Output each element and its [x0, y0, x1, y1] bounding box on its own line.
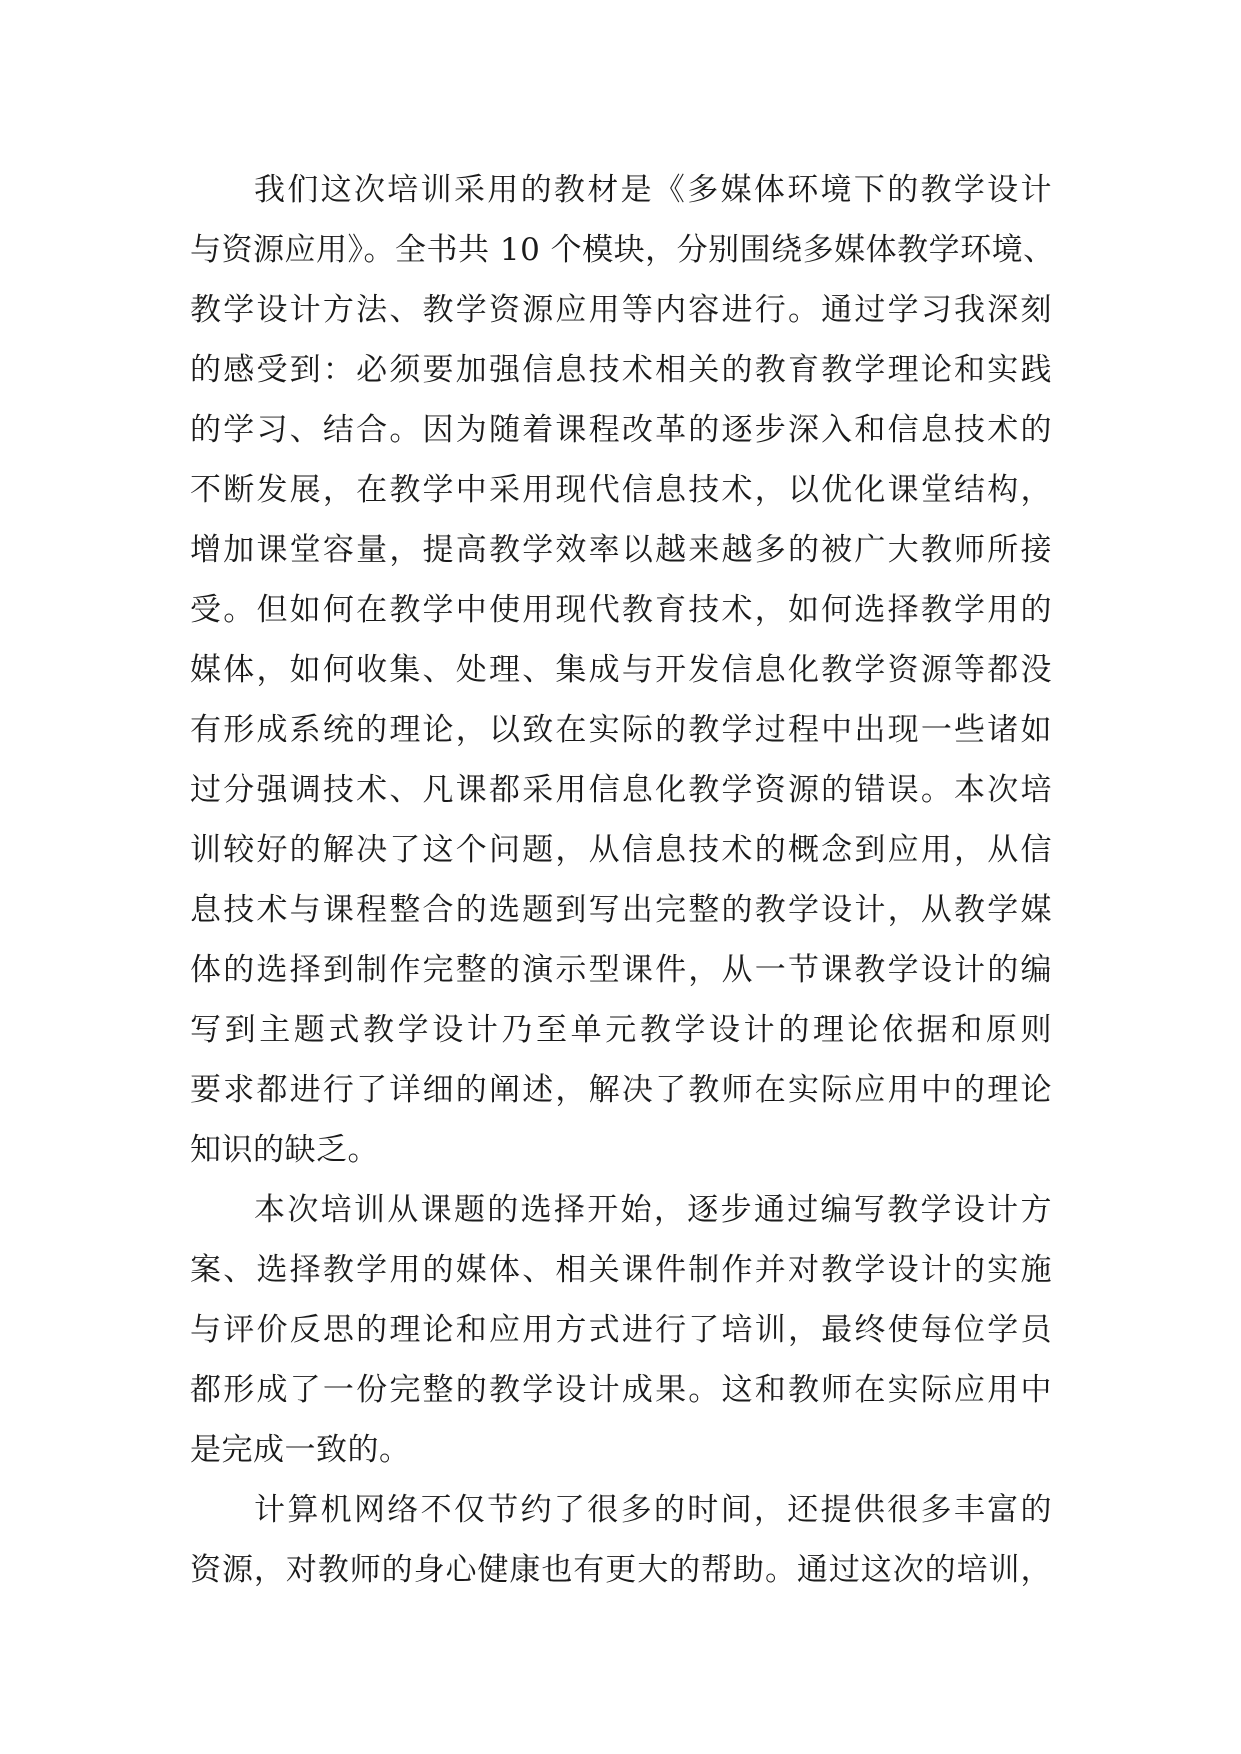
document-body: [190, 160, 1055, 1600]
text-line: 要求都进行了详细的阐述，解决了教师在实际应用中的理论: [190, 1072, 1052, 1108]
text-line: 的感受到：必须要加强信息技术相关的教育教学理论和实践: [190, 352, 1052, 388]
paragraph-2: [190, 1180, 1052, 1480]
text-line: 与评价反思的理论和应用方式进行了培训，最终使每位学员: [190, 1312, 1052, 1348]
text-line: 受。但如何在教学中使用现代教育技术，如何选择教学用的: [190, 592, 1052, 628]
paragraph-1: [190, 160, 1055, 1180]
text-line: 的学习、结合。因为随着课程改革的逐步深入和信息技术的: [190, 412, 1052, 448]
text-line: 写到主题式教学设计乃至单元教学设计的理论依据和原则: [190, 1012, 1052, 1048]
paragraph-3: [190, 1480, 1052, 1600]
text-line: 知识的缺乏。: [190, 1132, 379, 1168]
text-line: 训较好的解决了这个问题，从信息技术的概念到应用，从信: [190, 832, 1052, 868]
text-line: 计算机网络不仅节约了很多的时间，还提供很多丰富的: [254, 1492, 1052, 1528]
text-line: 教学设计方法、教学资源应用等内容进行。通过学习我深刻: [190, 292, 1052, 328]
text-line: 都形成了一份完整的教学设计成果。这和教师在实际应用中: [190, 1372, 1052, 1408]
text-line: 与资源应用》。全书共 10 个模块，分别围绕多媒体教学环境、: [190, 232, 1055, 268]
text-line: 资源，对教师的身心健康也有更大的帮助。通过这次的培训，: [190, 1552, 1052, 1588]
text-line: 增加课堂容量，提高教学效率以越来越多的被广大教师所接: [190, 532, 1052, 568]
text-line: 我们这次培训采用的教材是《多媒体环境下的教学设计: [254, 172, 1052, 208]
text-line: 不断发展，在教学中采用现代信息技术，以优化课堂结构，: [190, 472, 1052, 508]
text-line: 案、选择教学用的媒体、相关课件制作并对教学设计的实施: [190, 1252, 1052, 1288]
text-line: 有形成系统的理论，以致在实际的教学过程中出现一些诸如: [190, 712, 1052, 748]
text-line: 息技术与课程整合的选题到写出完整的教学设计，从教学媒: [190, 892, 1052, 928]
text-line: 是完成一致的。: [190, 1432, 411, 1468]
text-line: 本次培训从课题的选择开始，逐步通过编写教学设计方: [254, 1192, 1052, 1228]
text-line: 媒体，如何收集、处理、集成与开发信息化教学资源等都没: [190, 652, 1052, 688]
text-line: 体的选择到制作完整的演示型课件，从一节课教学设计的编: [190, 952, 1052, 988]
text-line: 过分强调技术、凡课都采用信息化教学资源的错误。本次培: [190, 772, 1052, 808]
